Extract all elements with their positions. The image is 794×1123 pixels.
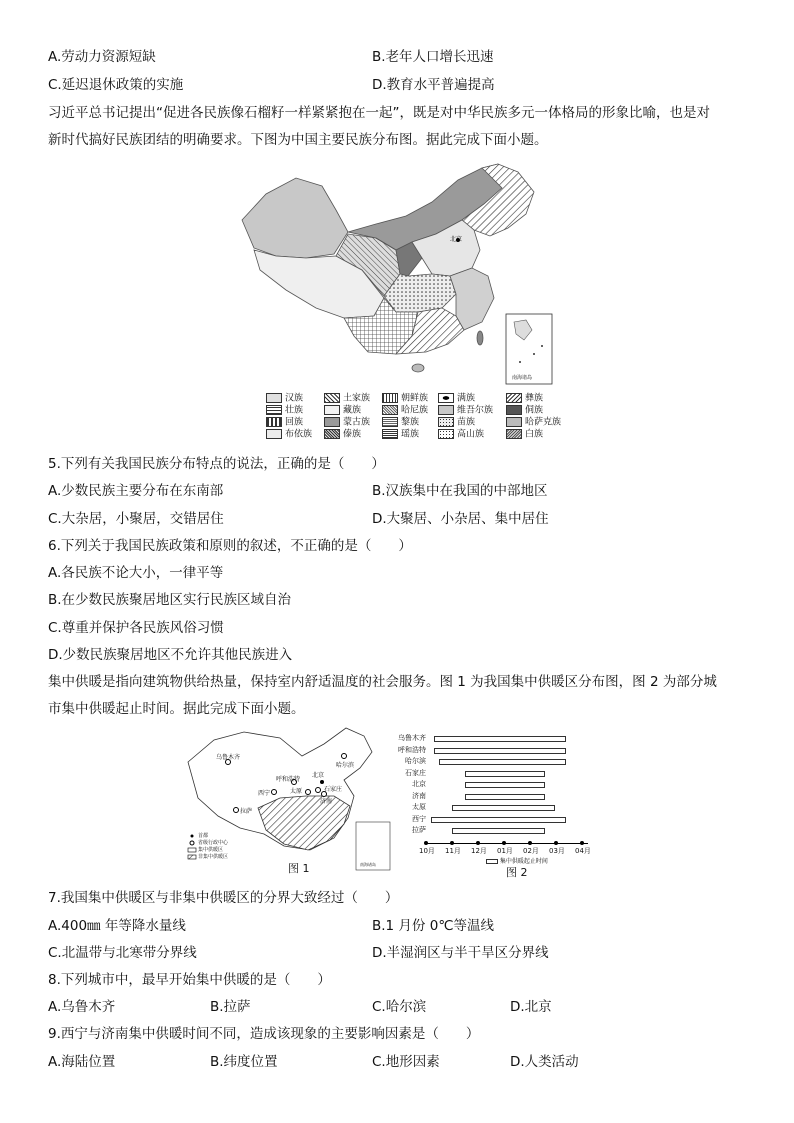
legend-item: 朝鲜族: [382, 393, 428, 405]
beijing-label: 北京: [450, 236, 463, 243]
legend-item: 黎族: [382, 417, 419, 429]
chart-bar: [431, 817, 566, 823]
chart-category-label: 哈尔滨: [405, 757, 426, 765]
q7-option-c: C.北温带与北寒带分界线: [48, 945, 197, 961]
chart-bar: [434, 748, 566, 754]
legend-item: 汉族: [266, 393, 303, 405]
legend-item: 藏族: [324, 405, 361, 417]
legend-item: 哈尼族: [382, 405, 428, 417]
legend-item: 布依族: [266, 429, 312, 441]
intro-paragraph-2-line2: 市集中供暖起止时间。据此完成下面小题。: [48, 701, 305, 717]
legend-item: 土家族: [324, 393, 370, 405]
map-city-label: 乌鲁木齐: [216, 754, 241, 761]
chart-tick-mark: [476, 841, 480, 845]
q8-option-b: B.拉萨: [210, 999, 251, 1015]
chart-tick-label: 04月: [575, 847, 591, 855]
chart-category-label: 太原: [412, 803, 426, 811]
chart-category-label: 乌鲁木齐: [398, 734, 426, 742]
nanhai-inset-label: 南海诸岛: [360, 862, 376, 867]
legend-item: 瑶族: [382, 429, 419, 441]
figure-2-caption: 图 2: [506, 866, 528, 879]
chart-category-label: 西宁: [412, 814, 426, 823]
chart-bar: [465, 794, 545, 800]
legend-item: 壮族: [266, 405, 303, 417]
chart-bar: [452, 828, 545, 834]
map-city-label: 太原: [290, 788, 303, 795]
q7-option-a: A.400㎜ 年等降水量线: [48, 918, 186, 934]
chart-tick-label: 11月: [445, 847, 461, 855]
q4-option-b: B.老年人口增长迅速: [372, 49, 494, 65]
legend-capital: 首都: [198, 833, 209, 839]
legend-item: 傣族: [324, 429, 361, 441]
legend-item: 蒙古族: [324, 417, 370, 429]
legend-item: 白族: [506, 429, 543, 441]
q9-option-b: B.纬度位置: [210, 1054, 278, 1070]
chart-bar: [465, 771, 545, 777]
chart-category-label: 石家庄: [405, 768, 426, 777]
chart-tick-label: 03月: [549, 847, 565, 855]
q4-option-a: A.劳动力资源短缺: [48, 49, 156, 65]
q7-stem: 7.我国集中供暖区与非集中供暖区的分界大致经过（ ）: [48, 890, 399, 906]
q5-option-b: B.汉族集中在我国的中部地区: [372, 483, 548, 499]
q9-option-c: C.地形因素: [372, 1054, 440, 1070]
intro-paragraph-2-line1: 集中供暖是指向建筑物供给热量，保持室内舒适温度的社会服务。图 1 为我国集中供暖区分布图，图 2 为部分城: [48, 674, 717, 690]
legend-item: 侗族: [506, 405, 543, 417]
q6-option-d: D.少数民族聚居地区不允许其他民族进入: [48, 647, 293, 663]
legend-provincial-center: 省级行政中心: [198, 840, 229, 846]
q6-stem: 6.下列关于我国民族政策和原则的叙述，不正确的是（ ）: [48, 538, 412, 554]
chart-tick-label: 02月: [523, 847, 539, 855]
legend-item: 苗族: [438, 417, 475, 429]
q5-stem: 5.下列有关我国民族分布特点的说法，正确的是（ ）: [48, 456, 385, 472]
q8-option-a: A.乌鲁木齐: [48, 999, 116, 1015]
map-city-label: 呼和浩特: [276, 776, 301, 783]
chart-tick-mark: [502, 841, 506, 845]
chart-tick-mark: [580, 841, 584, 845]
map-city-label: 石家庄: [324, 786, 343, 793]
q5-option-c: C.大杂居，小聚居，交错居住: [48, 511, 224, 527]
chart-tick-label: 10月: [419, 847, 435, 855]
intro-paragraph-1-line1: 习近平总书记提出“促进各民族像石榴籽一样紧紧抱在一起”，既是对中华民族多元一体格局的形象比喻，也是对: [48, 105, 710, 121]
intro-paragraph-1-line2: 新时代搞好民族团结的明确要求。下图为中国主要民族分布图。据此完成下面小题。: [48, 132, 548, 148]
chart-tick-mark: [554, 841, 558, 845]
legend-item: 高山族: [438, 429, 484, 441]
legend-item: 维吾尔族: [438, 405, 493, 417]
q9-stem: 9.西宁与济南集中供暖时间不同，造成该现象的主要影响因素是（ ）: [48, 1026, 480, 1042]
heating-map: [184, 722, 396, 874]
q6-option-c: C.尊重并保护各民族风俗习惯: [48, 620, 224, 636]
map-city-label: 西宁: [258, 790, 271, 797]
chart-category-label: 呼和浩特: [398, 745, 426, 754]
legend-item: 回族: [266, 417, 303, 429]
heating-period-chart: [388, 732, 612, 878]
map-city-label: 济南: [320, 798, 333, 805]
chart-bar: [434, 736, 566, 742]
nanhai-inset-label: 南海诸岛: [512, 375, 533, 381]
ethnic-map-legend: [266, 393, 566, 443]
chart-bar: [439, 759, 566, 765]
chart-legend-label: 集中供暖起止时间: [499, 858, 548, 865]
figure-1-caption: 图 1: [288, 862, 310, 875]
q4-option-d: D.教育水平普遍提高: [372, 77, 495, 93]
chart-bar: [452, 805, 555, 811]
q8-option-c: C.哈尔滨: [372, 999, 427, 1015]
legend-item: 彝族: [506, 393, 543, 405]
legend-item: 哈萨克族: [506, 417, 561, 429]
chart-category-label: 拉萨: [412, 826, 426, 834]
legend-heating-area: 集中供暖区: [198, 847, 224, 853]
chart-category-label: 济南: [412, 791, 426, 800]
q8-option-d: D.北京: [510, 999, 552, 1015]
q6-option-a: A.各民族不论大小，一律平等: [48, 565, 224, 581]
q6-option-b: B.在少数民族聚居地区实行民族区域自治: [48, 592, 292, 608]
chart-tick-label: 12月: [471, 847, 487, 855]
chart-bar: [465, 782, 545, 788]
map-city-label: 拉萨: [240, 808, 253, 815]
legend-item: 满族: [438, 393, 475, 405]
q9-option-a: A.海陆位置: [48, 1054, 116, 1070]
q7-option-d: D.半湿润区与半干旱区分界线: [372, 945, 549, 961]
q4-option-c: C.延迟退休政策的实施: [48, 77, 184, 93]
q5-option-d: D.大聚居、小杂居、集中居住: [372, 511, 549, 527]
chart-tick-label: 01月: [497, 847, 513, 855]
map-city-label: 北京: [312, 772, 325, 779]
q8-stem: 8.下列城市中，最早开始集中供暖的是（ ）: [48, 972, 331, 988]
q7-option-b: B.1 月份 0℃等温线: [372, 918, 494, 934]
chart-tick-mark: [424, 841, 428, 845]
q9-option-d: D.人类活动: [510, 1054, 579, 1070]
legend-non-heating-area: 非集中供暖区: [198, 854, 229, 860]
map-city-label: 哈尔滨: [336, 762, 355, 769]
q5-option-a: A.少数民族主要分布在东南部: [48, 483, 224, 499]
chart-tick-mark: [528, 841, 532, 845]
chart-category-label: 北京: [412, 780, 426, 788]
ethnic-map: [236, 158, 558, 388]
chart-tick-mark: [450, 841, 454, 845]
